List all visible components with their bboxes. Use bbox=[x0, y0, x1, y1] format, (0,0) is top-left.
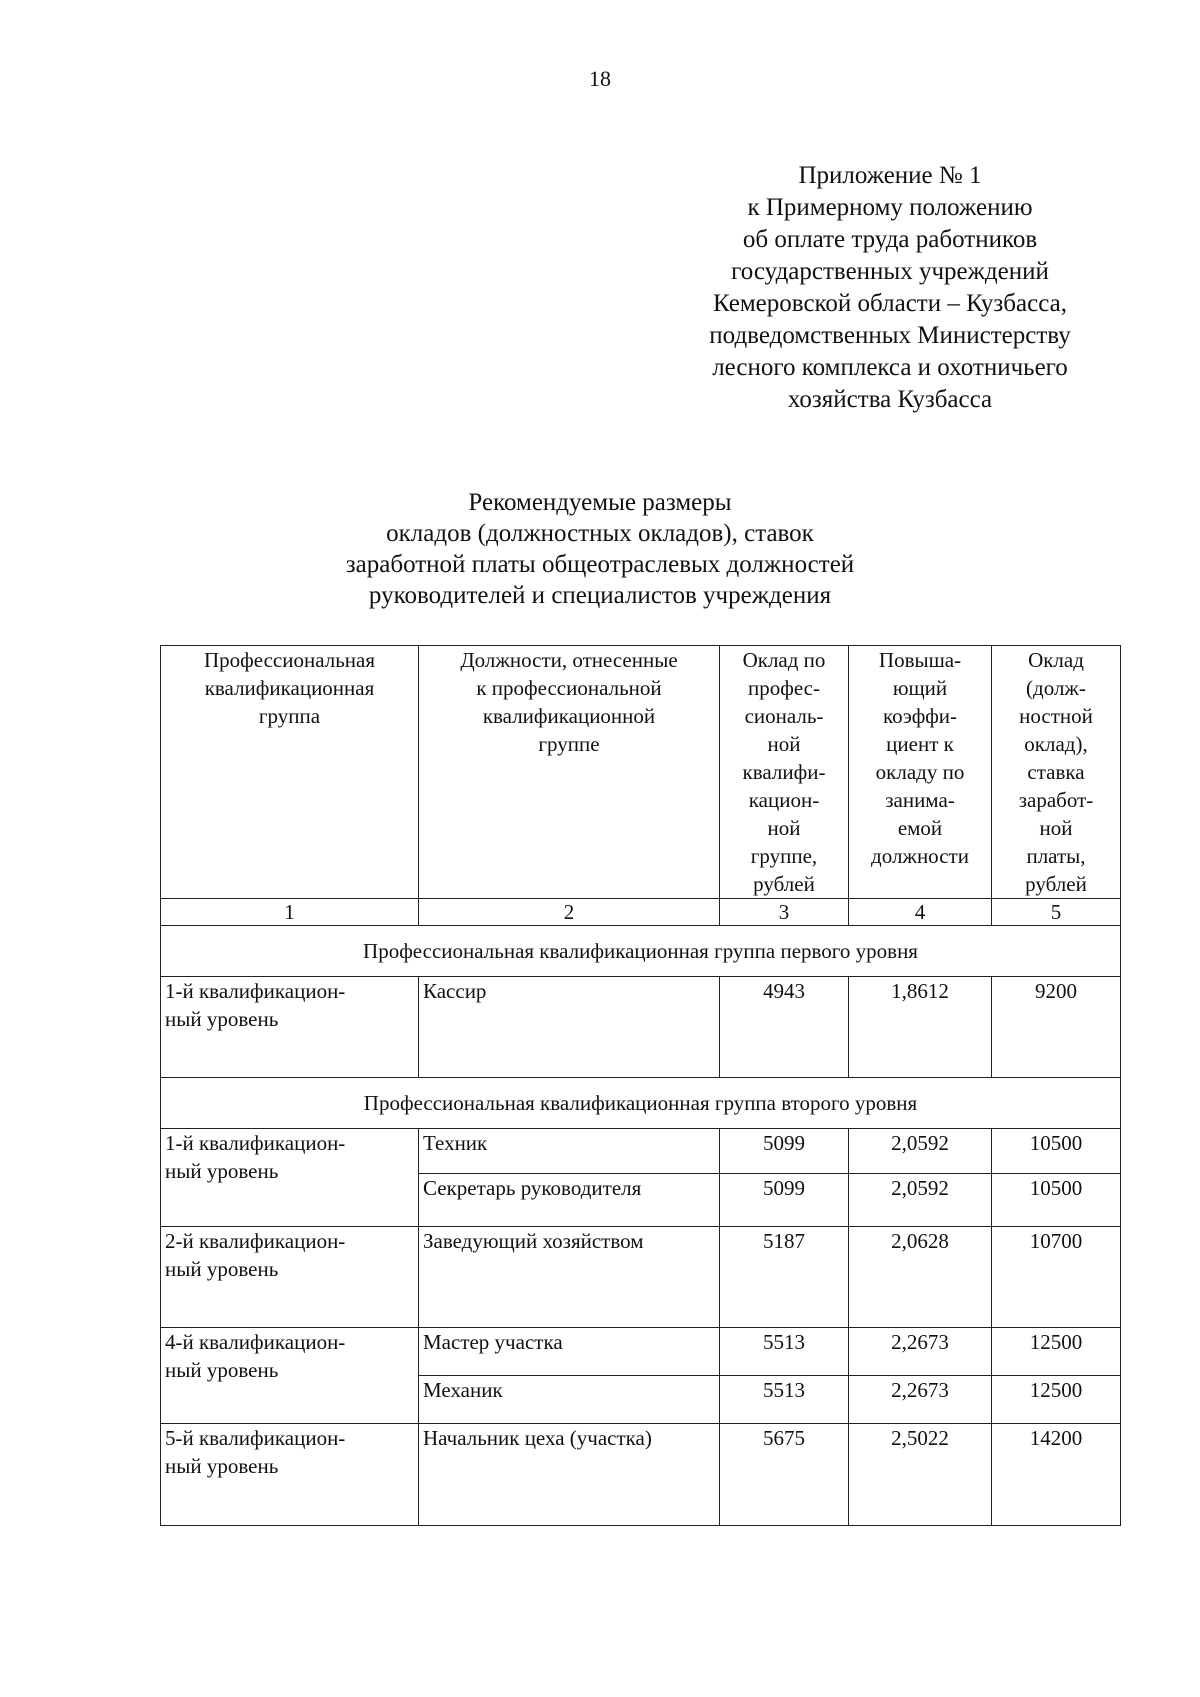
header-line: ставка bbox=[1027, 760, 1085, 784]
table-row bbox=[161, 1129, 1121, 1174]
base-salary: 5675 bbox=[720, 1424, 849, 1526]
salary: 9200 bbox=[992, 977, 1121, 1078]
header-line: группе bbox=[538, 732, 600, 756]
coefficient: 2,0628 bbox=[849, 1227, 992, 1328]
appendix-line: Кемеровской области – Кузбасса, bbox=[713, 290, 1067, 317]
header-cell-salary bbox=[992, 646, 1121, 899]
level-line: ный уровень bbox=[165, 1257, 279, 1281]
level-line: 1-й квалификацион- bbox=[165, 1131, 346, 1155]
title-line: Рекомендуемые размеры bbox=[468, 489, 732, 516]
table-row bbox=[161, 1227, 1121, 1328]
appendix-line: подведомственных Министерству bbox=[709, 322, 1071, 349]
column-number: 1 bbox=[161, 899, 419, 926]
header-line: ностной bbox=[1019, 704, 1093, 728]
appendix-line: государственных учреждений bbox=[731, 258, 1049, 285]
appendix-line: об оплате труда работников bbox=[742, 226, 1038, 253]
header-line: занима- bbox=[885, 788, 955, 812]
header-line: должности bbox=[871, 844, 969, 868]
position-name: Техник bbox=[419, 1129, 720, 1174]
header-line: емой bbox=[897, 816, 943, 840]
salary: 10700 bbox=[992, 1227, 1121, 1328]
header-line: циент к bbox=[886, 732, 954, 756]
column-number-row bbox=[161, 899, 1121, 926]
base-salary: 5513 bbox=[720, 1328, 849, 1376]
salary: 10500 bbox=[992, 1174, 1121, 1227]
header-line: окладу по bbox=[875, 760, 965, 784]
header-line: рублей bbox=[1025, 872, 1087, 896]
position-name: Механик bbox=[419, 1376, 720, 1424]
title-line: окладов (должностных окладов), ставок bbox=[386, 520, 814, 547]
header-cell-group bbox=[161, 646, 419, 899]
header-line: коэффи- bbox=[882, 704, 958, 728]
appendix-line: хозяйства Кузбасса bbox=[787, 386, 993, 413]
header-line: кацион- bbox=[748, 788, 820, 812]
salary-table bbox=[160, 645, 1121, 1526]
level-line: ный уровень bbox=[165, 1007, 279, 1031]
header-line: ной bbox=[1039, 816, 1073, 840]
title-line: заработной платы общеотраслевых должностей bbox=[345, 551, 855, 578]
base-salary: 4943 bbox=[720, 977, 849, 1078]
column-number: 4 bbox=[849, 899, 992, 926]
level-line: 2-й квалификацион- bbox=[165, 1229, 346, 1253]
appendix-line: лесного комплекса и охотничьего bbox=[712, 354, 1068, 381]
level-line: ный уровень bbox=[165, 1454, 279, 1478]
header-line: Должности, отнесенные bbox=[460, 648, 678, 672]
appendix-line: к Примерному положению bbox=[747, 194, 1033, 221]
header-line: к профессиональной bbox=[476, 676, 662, 700]
level-cell bbox=[161, 1129, 419, 1227]
header-line: Оклад по bbox=[742, 648, 826, 672]
coefficient: 2,5022 bbox=[849, 1424, 992, 1526]
header-line: Профессиональная bbox=[203, 648, 375, 672]
title-line: руководителей и специалистов учреждения bbox=[368, 582, 832, 609]
level-cell bbox=[161, 1424, 419, 1526]
salary: 10500 bbox=[992, 1129, 1121, 1174]
level-line: ный уровень bbox=[165, 1358, 279, 1382]
header-line: квалифи- bbox=[742, 760, 826, 784]
position-name: Кассир bbox=[419, 977, 720, 1078]
header-line: оклад), bbox=[1024, 732, 1088, 756]
header-line: квалификационной bbox=[482, 704, 656, 728]
column-number: 2 bbox=[419, 899, 720, 926]
group-title: Профессиональная квалификационная группа первого уровня bbox=[161, 926, 1121, 977]
header-line: рублей bbox=[753, 872, 815, 896]
position-name: Заведующий хозяйством bbox=[419, 1227, 720, 1328]
level-line: 1-й квалификацион- bbox=[165, 979, 346, 1003]
base-salary: 5099 bbox=[720, 1174, 849, 1227]
header-line: профес- bbox=[747, 676, 820, 700]
level-line: 5-й квалификацион- bbox=[165, 1426, 346, 1450]
table-row bbox=[161, 1424, 1121, 1526]
page-number: 18 bbox=[589, 66, 611, 91]
header-line: сиональ- bbox=[744, 704, 824, 728]
coefficient: 2,2673 bbox=[849, 1376, 992, 1424]
coefficient: 2,0592 bbox=[849, 1129, 992, 1174]
header-line: (долж- bbox=[1026, 676, 1086, 700]
position-name: Начальник цеха (участка) bbox=[419, 1424, 720, 1526]
header-line: группа bbox=[258, 704, 321, 728]
header-cell-coefficient bbox=[849, 646, 992, 899]
coefficient: 2,2673 bbox=[849, 1328, 992, 1376]
group-row bbox=[161, 926, 1121, 977]
header-line: Оклад bbox=[1028, 648, 1084, 672]
header-line: ной bbox=[767, 732, 801, 756]
appendix-line: Приложение № 1 bbox=[798, 162, 982, 189]
base-salary: 5513 bbox=[720, 1376, 849, 1424]
salary: 12500 bbox=[992, 1328, 1121, 1376]
header-line: ной bbox=[767, 816, 801, 840]
table-header-row bbox=[161, 646, 1121, 899]
position-name: Мастер участка bbox=[419, 1328, 720, 1376]
salary: 12500 bbox=[992, 1376, 1121, 1424]
header-cell-positions bbox=[419, 646, 720, 899]
column-number: 3 bbox=[720, 899, 849, 926]
level-cell bbox=[161, 977, 419, 1078]
level-cell bbox=[161, 1328, 419, 1424]
level-cell bbox=[161, 1227, 419, 1328]
header-line: Повыша- bbox=[878, 648, 962, 672]
header-line: платы, bbox=[1026, 844, 1086, 868]
header-line: заработ- bbox=[1018, 788, 1094, 812]
level-line: 4-й квалификацион- bbox=[165, 1330, 346, 1354]
header-line: группе, bbox=[750, 844, 818, 868]
header-cell-base-salary bbox=[720, 646, 849, 899]
coefficient: 1,8612 bbox=[849, 977, 992, 1078]
table-row bbox=[161, 1328, 1121, 1376]
coefficient: 2,0592 bbox=[849, 1174, 992, 1227]
base-salary: 5099 bbox=[720, 1129, 849, 1174]
level-line: ный уровень bbox=[165, 1159, 279, 1183]
base-salary: 5187 bbox=[720, 1227, 849, 1328]
document-title bbox=[200, 487, 1000, 611]
group-title: Профессиональная квалификационная группа второго уровня bbox=[161, 1078, 1121, 1129]
table-row bbox=[161, 977, 1121, 1078]
group-row bbox=[161, 1078, 1121, 1129]
header-line: квалификационная bbox=[204, 676, 375, 700]
position-name: Секретарь руководителя bbox=[419, 1174, 720, 1227]
header-line: ющий bbox=[892, 676, 948, 700]
column-number: 5 bbox=[992, 899, 1121, 926]
appendix-heading bbox=[640, 160, 1140, 416]
salary: 14200 bbox=[992, 1424, 1121, 1526]
